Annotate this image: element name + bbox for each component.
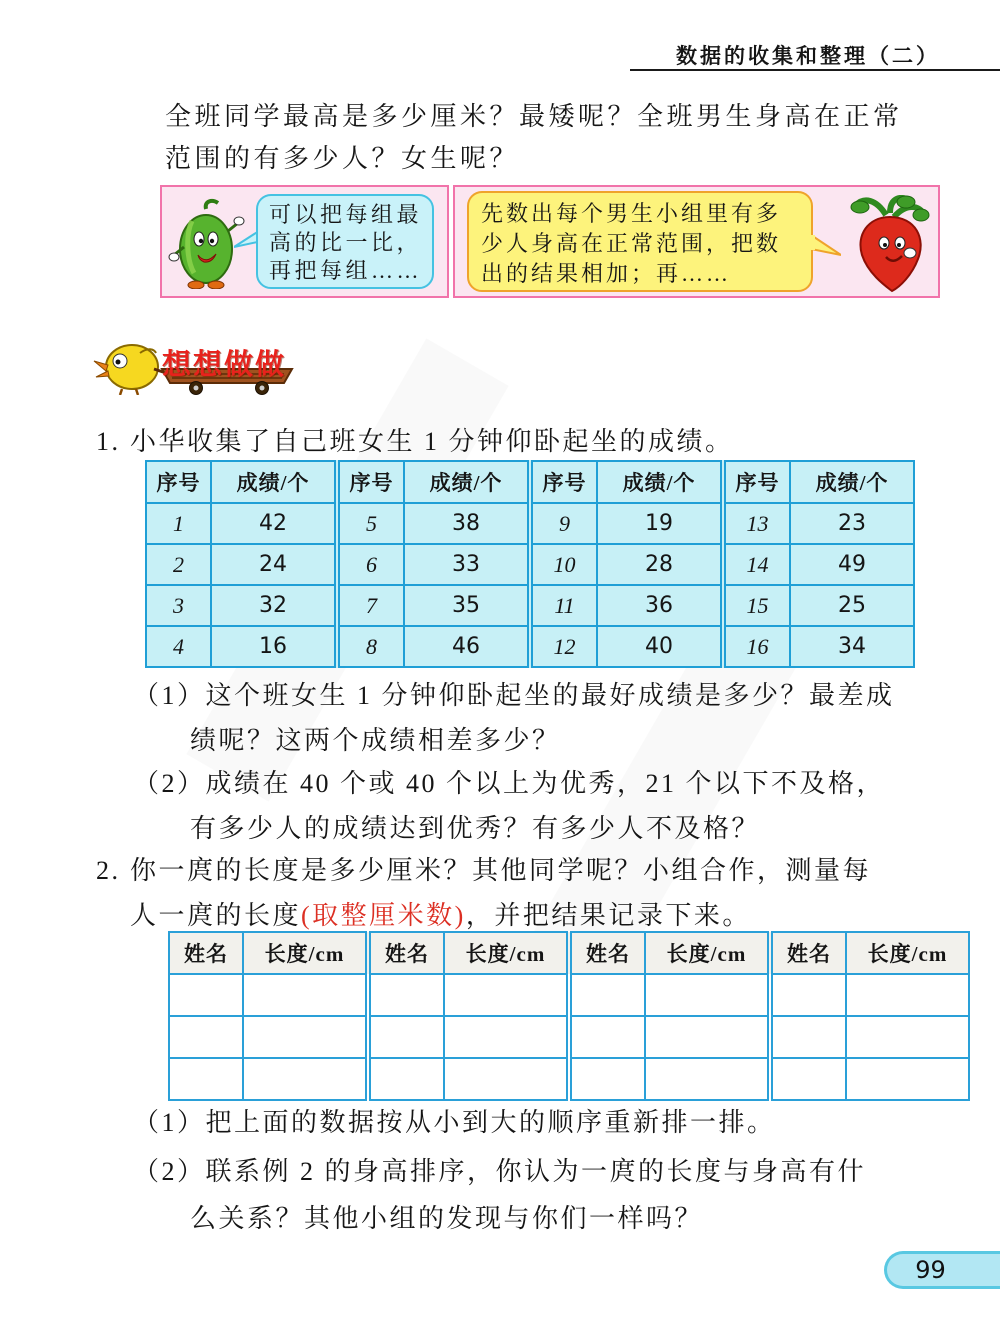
column-header: 姓名 (770, 932, 846, 974)
table-cell (243, 974, 368, 1016)
table-cell: 9 (530, 503, 597, 544)
table-cell: 13 (723, 503, 790, 544)
table-cell (368, 1058, 444, 1100)
table-cell (645, 1016, 770, 1058)
table-cell (444, 974, 569, 1016)
dialog-panel-left (160, 185, 449, 298)
table-cell (770, 974, 846, 1016)
table-cell: 4 (146, 626, 211, 667)
red-note: (取整厘米数) (301, 901, 466, 930)
problem1-q2-line1: （2）成绩在 40 个或 40 个以上为优秀，21 个以下不及格， (133, 769, 886, 798)
column-header: 成绩/个 (211, 461, 337, 503)
section-title: 想想做做 (162, 349, 287, 381)
table-cell: 7 (337, 585, 404, 626)
problem1-q1-line1: （1）这个班女生 1 分钟仰卧起坐的最好成绩是多少？最差成 (133, 681, 895, 710)
table-cell: 46 (404, 626, 530, 667)
table-cell: 11 (530, 585, 597, 626)
table-cell: 12 (530, 626, 597, 667)
column-header: 姓名 (169, 932, 243, 974)
speech-bubble-right (467, 191, 813, 292)
table-cell (169, 1058, 243, 1100)
speech-tail (811, 233, 841, 259)
table-cell (169, 1016, 243, 1058)
table-cell: 3 (146, 585, 211, 626)
problem2-statement-line2: 人一庹的长度(取整厘米数)，并把结果记录下来。 (130, 901, 751, 930)
table-cell (569, 974, 645, 1016)
table-cell: 19 (597, 503, 723, 544)
scores-table (145, 460, 915, 668)
scores-table-wrap (145, 460, 915, 668)
column-header: 姓名 (368, 932, 444, 974)
page-number-tab (884, 1251, 1000, 1289)
table-cell (569, 1016, 645, 1058)
table-cell (645, 974, 770, 1016)
table-row (169, 1016, 969, 1058)
table-row (146, 626, 914, 667)
table-cell: 23 (790, 503, 914, 544)
record-table (168, 931, 970, 1101)
table-cell: 2 (146, 544, 211, 585)
table-cell: 10 (530, 544, 597, 585)
problem2-q1-line1: （1）把上面的数据按从小到大的顺序重新排一排。 (133, 1108, 776, 1137)
bubble-text-line: 可以把每组最 (269, 202, 423, 227)
column-header: 长度/cm (645, 932, 770, 974)
problem1-statement: 小华收集了自己班女生 1 分钟仰卧起坐的成绩。 (130, 427, 734, 456)
table-row (146, 544, 914, 585)
table-cell: 14 (723, 544, 790, 585)
bubble-text-line: 高的比一比， (269, 230, 423, 255)
table-cell: 38 (404, 503, 530, 544)
dialog-box (160, 185, 940, 298)
column-header: 成绩/个 (790, 461, 914, 503)
table-cell: 16 (723, 626, 790, 667)
column-header: 姓名 (569, 932, 645, 974)
intro-line: 范围的有多少人？女生呢？ (165, 144, 520, 173)
table-cell (368, 974, 444, 1016)
problem1-q2-line2: 有多少人的成绩达到优秀？有多少人不及格？ (190, 814, 761, 843)
table-cell (368, 1016, 444, 1058)
table-cell (243, 1016, 368, 1058)
table-row (146, 585, 914, 626)
table-cell: 42 (211, 503, 337, 544)
table-cell: 6 (337, 544, 404, 585)
table-cell (243, 1058, 368, 1100)
problem2-statement-line1: 你一庹的长度是多少厘米？其他同学呢？小组合作，测量每 (130, 856, 872, 885)
table-cell: 24 (211, 544, 337, 585)
table-cell: 8 (337, 626, 404, 667)
problem2-q2-line2: 么关系？其他小组的发现与你们一样吗？ (190, 1204, 704, 1233)
chick-character-icon (92, 339, 166, 395)
problem2-q2-line1: （2）联系例 2 的身高排序，你认为一庹的长度与身高有什 (133, 1157, 867, 1186)
problem1-q1-line2: 绩呢？这两个成绩相差多少？ (190, 726, 561, 755)
table-cell: 40 (597, 626, 723, 667)
table-cell (770, 1016, 846, 1058)
table-row (146, 503, 914, 544)
question-label: （2） (133, 769, 206, 798)
table-cell (846, 1016, 969, 1058)
header-rule (630, 69, 1000, 71)
column-header: 序号 (337, 461, 404, 503)
table-cell: 49 (790, 544, 914, 585)
speech-bubble-left (256, 194, 434, 289)
dialog-panel-right (453, 185, 940, 298)
problem2-number: 2. (96, 856, 121, 885)
column-header: 长度/cm (846, 932, 969, 974)
table-cell: 33 (404, 544, 530, 585)
bubble-text-line: 再把每组…… (269, 258, 423, 283)
column-header: 成绩/个 (404, 461, 530, 503)
question-label: （1） (133, 681, 206, 710)
table-cell: 34 (790, 626, 914, 667)
table-cell (444, 1058, 569, 1100)
question-label: （1） (133, 1108, 206, 1137)
table-row (169, 974, 969, 1016)
table-cell: 25 (790, 585, 914, 626)
table-cell (770, 1058, 846, 1100)
intro-line: 全班同学最高是多少厘米？最矮呢？全班男生身高在正常 (165, 102, 903, 131)
table-cell: 35 (404, 585, 530, 626)
table-cell: 28 (597, 544, 723, 585)
red-radish-character-icon (846, 195, 934, 293)
page-number: 99 (915, 1256, 946, 1284)
table-cell: 5 (337, 503, 404, 544)
table-cell: 16 (211, 626, 337, 667)
bubble-text-line: 出的结果相加；再…… (481, 261, 732, 286)
table-cell (645, 1058, 770, 1100)
table-cell (569, 1058, 645, 1100)
problem1-number: 1. (96, 427, 121, 456)
record-table-wrap (168, 931, 970, 1101)
column-header: 序号 (146, 461, 211, 503)
question-label: （2） (133, 1157, 206, 1186)
column-header: 序号 (530, 461, 597, 503)
column-header: 长度/cm (243, 932, 368, 974)
table-cell (846, 1058, 969, 1100)
table-cell: 15 (723, 585, 790, 626)
chapter-title: 数据的收集和整理（二） (676, 44, 940, 68)
table-cell: 32 (211, 585, 337, 626)
table-cell (444, 1016, 569, 1058)
table-cell: 1 (146, 503, 211, 544)
column-header: 长度/cm (444, 932, 569, 974)
column-header: 序号 (723, 461, 790, 503)
table-cell: 36 (597, 585, 723, 626)
bubble-text-line: 少人身高在正常范围，把数 (481, 231, 782, 256)
table-cell (846, 974, 969, 1016)
bubble-text-line: 先数出每个男生小组里有多 (481, 201, 782, 226)
table-cell (169, 974, 243, 1016)
section-header (92, 337, 332, 397)
table-row (169, 1058, 969, 1100)
column-header: 成绩/个 (597, 461, 723, 503)
